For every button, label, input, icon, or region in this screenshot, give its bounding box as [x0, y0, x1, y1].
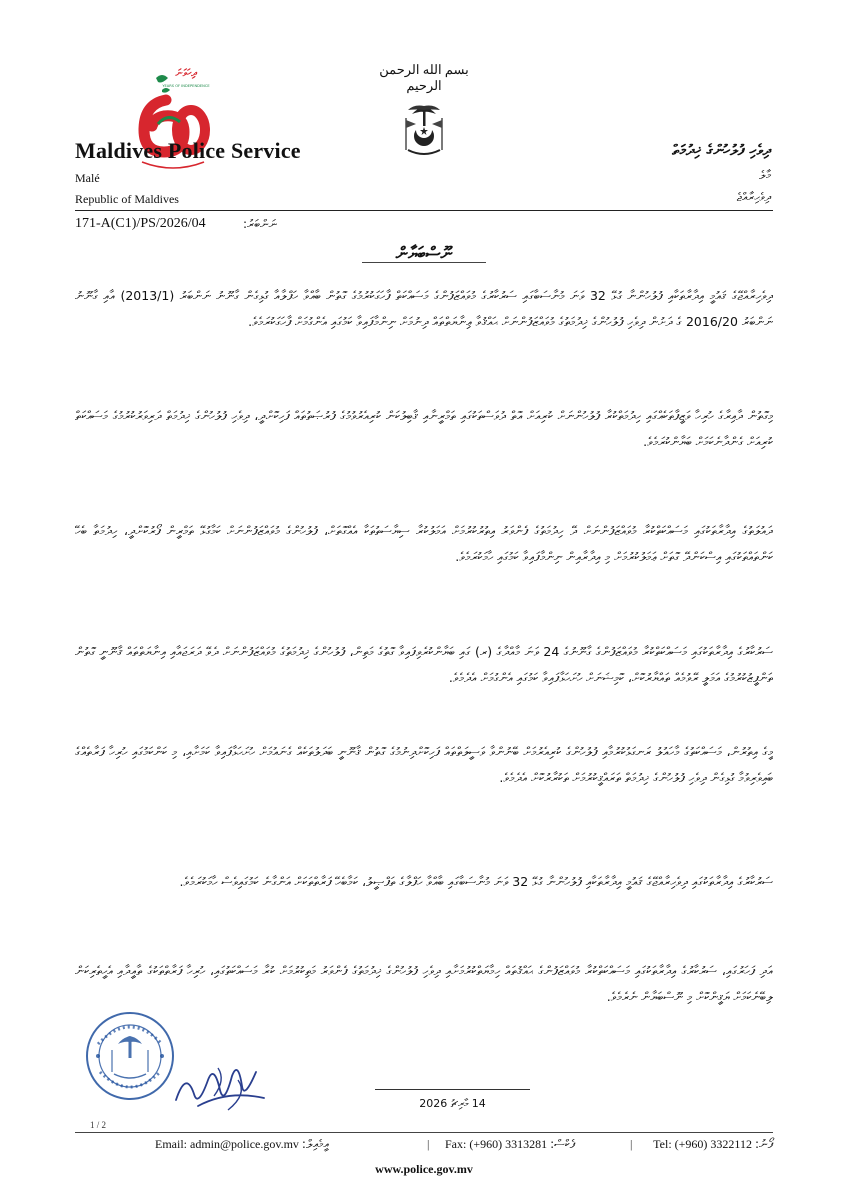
contact-separator: |	[630, 1137, 633, 1151]
signature-line	[375, 1089, 530, 1090]
org-city: Malé	[75, 171, 100, 185]
tel-label: Tel:	[653, 1137, 672, 1151]
website-link[interactable]: www.police.gov.mv	[375, 1162, 473, 1176]
org-country-dhivehi: ދިވެހިރާއްޖެ	[736, 190, 771, 204]
email-contact	[155, 1137, 329, 1152]
body-paragraph: ދައުލަތުގެ އިދާރާތަކުގައި މަސައްކަތްކުރާ މުވައްޒަފުންނަށް ދޭ ހިދުމަތުގެ ފެންވަރު އިތުރުކުރުމަށް އަމަލުކުރާ ސިޔާސަތުތަކާ އެއްގޮތަށް، ފުލުހުންގެ މުވައްޒަފުންނަށް ކަމާގުޅޭ ތަމްރީން ފޯރުކޮށްދީ، ހިދުމަތާ ބެހޭ ކަންތައްތަކުގައި އިސްކަންދޭ ގޮތަށް ޢަމަލުކުރުމަށް މި އިދާރާއިން ނިންމާފައިވާ ކަމުގައި ހާމަކުރަމެވެ.	[75, 522, 773, 564]
fax-label: Fax:	[445, 1137, 467, 1151]
email-label: Email:	[155, 1137, 187, 1151]
email-link[interactable]: admin@police.gov.mv	[190, 1137, 299, 1151]
document-title: ނޫސްބަޔާން	[395, 244, 453, 264]
body-paragraph: މިގޮތުން ދާއިރާގެ ހުރިހާ ވަޒީފާތަކެއްގައި ހިދުމަތްކުރާ ފުލުހުންނަށް ކުރިއަށް އޮތް ދުވަސްތަކުގައި ތަމްރީނާއި ޤާބިލުކަން ކުރިއެރުވުމުގެ ފުރުޞަތުތައް ފަހިކޮށްދީ، ދިވެހި ފުލުހުންގެ ޚިދުމަތް ދަރިވަރުކުރުމުގެ މަސައްކަތް ކުރިއަށް ގެންދާނެކަމަށް ބަޔާންކުރަމެވެ.	[75, 407, 773, 449]
fax-label-dhivehi: ފެކްސް:	[550, 1137, 575, 1151]
fax-number: (+960) 3313281	[469, 1137, 548, 1151]
org-country: Republic of Maldives	[75, 192, 179, 206]
body-paragraph: ސަރުކާރުގެ އިދާރާތަކުގައި ދިވެހިރާއްޖޭގެ ޤައުމީ އިދާރާތަކާއި ފުލުހުންނާ ގުޅޭ 32 ވަނަ މުނާސަބާގައި ބާއްވާ ހަފްލާގެ ތަފްޞީލު، ކަމާބެހޭ ފަރާތްތަކަށް އަންގާނެ ކަމުގައިވެސް ހާމަކުރަމެވެ.	[179, 873, 773, 889]
reference-number: 171-A(C1)/PS/2026/04	[75, 216, 206, 231]
header-divider	[75, 210, 773, 211]
reference-label: ނަންބަރު:	[243, 217, 277, 231]
basmala-calligraphy: بسم الله الرحمن الرحيم	[379, 62, 469, 93]
reference-row	[75, 216, 773, 236]
org-name: Maldives Police Service	[75, 138, 301, 163]
body-paragraph: ސަރުކާރުގެ އިދާރާތަކުގައި މަސައްކަތްކުރާ މުވައްޒަފުންގެ ގާނޫނުގެ 24 ވަނަ މާއްދާގެ (ރ) ގައި ބަޔާންކުރެވިފައިވާ ގޮތުގެ މަތިން، ފުލުހުންގެ ޚިދުމަތުގެ މުވައްޒަފުންނަށް ދެވޭ ދަރަޖައާއި އިނާޔަތްތައް ޤާނޫނީ ގޮތުން ތަންފީޒުކުރުމުގެ އަމަލީ ރޭވުމެއް ތައްޔާރުކޮށް، ކޮމިޝަނަށް ހުށަހަޅާފައިވާ ކަމުގައި އެންގުމަށް އެދެމެވެ.	[75, 643, 773, 685]
state-emblem-icon	[400, 100, 448, 162]
title-underline	[362, 262, 486, 263]
contact-row	[75, 1137, 773, 1155]
org-name-dhivehi: ދިވެހި ފުލުހުންގެ ޚިދުމަތް	[672, 141, 771, 159]
logo60-number: 60	[173, 174, 175, 175]
official-seal-stamp	[84, 1010, 176, 1102]
tel-number: (+960) 3322112	[674, 1137, 752, 1151]
logo60-script: ދިހަވަނަ	[175, 68, 197, 79]
fax-contact	[445, 1137, 575, 1152]
tel-label-dhivehi: ފޯނު:	[755, 1137, 773, 1151]
tel-contact	[653, 1137, 773, 1152]
logo60-subtitle: YEARS OF INDEPENDENCE	[162, 84, 210, 88]
body-paragraph: ދިވެހިރާއްޖޭގެ ޤައުމީ އިދާރާތަކާއި ފުލުހުންނާ ގުޅޭ 32 ވަނަ މުނާސަބާގައި ސަރުކާރުގެ މުވައްޒަފުންގެ މަސައްކަތް ފާހަގަކުރުމުގެ ގޮތުން ބާއްވާ ހަފްލާއާ ގުޅިގެން ގާނޫނު ނަންބަރު (2013/1) އާއި ގާނޫނު ނަންބަރު 2016/20 ގެ ދަށުން ދިވެހި ފުލުހުންގެ ޚިދުމަތުގެ މުވައްޒަފުންނަށް ޙައްޤުވާ ޢިނާޔަތްތައް ދިނުމަށް ނިންމާފައިވާ ކަމުގައި އެންގުމަށް ފާހަގަކުރަމެވެ.	[75, 287, 773, 329]
body-paragraph: މީގެ އިތުރުން، މަސައްކަތުގެ މާހައުލު ރަނގަޅުކުރުމާއި ފުލުހުންގެ ކުރިއެރުމަށް ބޭނުންވާ ވަސީލަތްތައް ފަހިކޮށްދިނުމުގެ ގޮތުން ޤާނޫނީ ބަދަލުތަކެއް ގެނައުމަށް ހުށަހަޅާފައިވާ ކަމަށާއި، މި ކަންކަމުގައި ހުރިހާ ފަރާތެއްގެ ބައިވެރިވުމާ ގުޅިގެން ދިވެހި ފުލުހުންގެ ޚިދުމަތް ތަރައްޤީކުރުމަށް ތަކުރާރުކޮށް އެދެމެވެ.	[75, 743, 773, 785]
page-number: 1 / 2	[90, 1120, 107, 1130]
org-city-dhivehi: މާލެ	[759, 168, 771, 182]
contact-separator: |	[427, 1137, 430, 1151]
handwritten-signature	[168, 1050, 278, 1120]
email-label-dhivehi: އީމެއިލް:	[301, 1137, 329, 1151]
body-paragraph: އަދި ފަހަރުގައި، ސަރުކާރުގެ އިދާރާތަކުގައި މަސައްކަތްކުރާ މުވައްޒަފުންގެ ޙައްޤުތައް ހިމާޔަތްކުރުމަށާއި ދިވެހި ފުލުހުންގެ ޚިދުމަތުގެ ފެންވަރު މަތިކުރުމަށް ކުރާ މަސައްކަތުގައި، ހުރިހާ ފަރާތްތަކުގެ ތާއީދާއި އެހީތެރިކަން ލިބޭނެކަމަށް ޔަޤީންކޮށް މި ނޫސްބަޔާން ނެރެމެވެ.	[75, 962, 773, 1004]
document-date: 14 މާރިޗު 2026	[419, 1097, 486, 1110]
footer-divider	[75, 1132, 773, 1133]
